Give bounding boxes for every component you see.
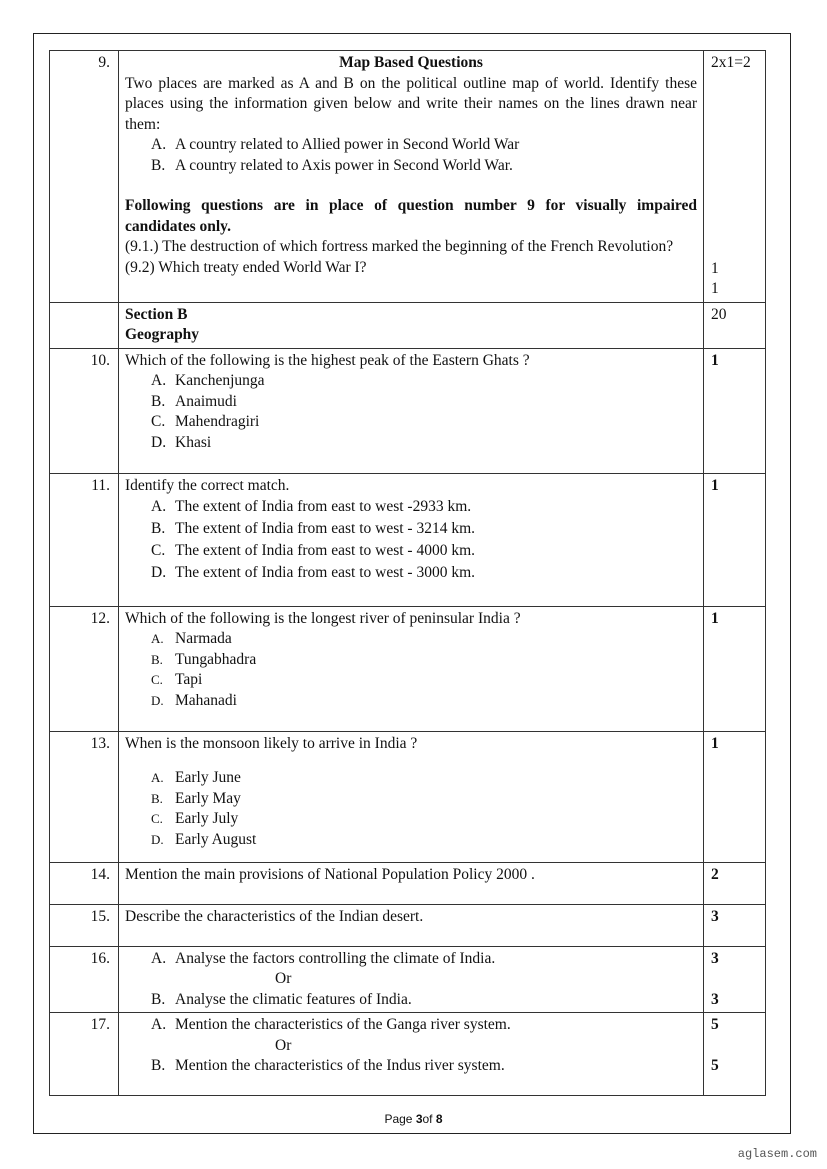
- vi-q1-marks: 1: [711, 259, 719, 277]
- option-c: C. The extent of India from east to west - 4000 km.: [151, 542, 476, 559]
- marks: 2: [704, 862, 766, 904]
- or-separator: Or: [275, 970, 292, 987]
- total-pages: 8: [435, 1112, 443, 1126]
- option-d: D. Khasi: [151, 433, 212, 451]
- marks: 1: [704, 731, 766, 862]
- section-title: Section B: [125, 305, 188, 323]
- option-d: D. The extent of India from east to west - 3000 km.: [151, 564, 476, 581]
- vi-question-2: (9.2) Which treaty ended World War I?: [125, 258, 367, 276]
- section-header-row: [50, 302, 766, 348]
- question-text: Identify the correct match.: [125, 476, 290, 494]
- option-c: C. Early July: [151, 810, 239, 827]
- option-a: A. Early June: [151, 769, 241, 786]
- option-d: D. Early August: [151, 830, 257, 848]
- option-a: A. Mention the characteristics of the Ganga river system.: [151, 1016, 511, 1033]
- question-number: 9.: [50, 51, 119, 303]
- option-a-marks: 3: [711, 949, 719, 967]
- marks: 1: [704, 606, 766, 731]
- question-row-14: [50, 862, 766, 904]
- option-c: C. Tapi: [151, 671, 203, 688]
- question-text: Describe the characteristics of the Indian desert.: [119, 904, 704, 946]
- option-b: B. The extent of India from east to west - 3214 km.: [151, 520, 476, 537]
- option-a: A. Narmada: [151, 630, 232, 647]
- option-b: B. Analyse the climatic features of India.: [151, 990, 412, 1008]
- question-text: Which of the following is the longest river of peninsular India ?: [125, 609, 521, 627]
- question-number: 17.: [50, 1013, 119, 1096]
- current-page: 3: [415, 1112, 423, 1126]
- question-number: 10.: [50, 348, 119, 473]
- marks: 1: [704, 348, 766, 473]
- option-a: A. The extent of India from east to west -2933 km.: [151, 498, 472, 515]
- marks: 1: [704, 473, 766, 606]
- map-questions-heading: Map Based Questions: [339, 54, 483, 71]
- question-table: [49, 50, 766, 1096]
- section-subtitle: Geography: [125, 326, 200, 343]
- question-row-12: [50, 606, 766, 731]
- question-row-11: [50, 473, 766, 606]
- question-row-13: [50, 731, 766, 862]
- question-row-9: [50, 51, 766, 303]
- question-number: 11.: [50, 473, 119, 606]
- question-number: 14.: [50, 862, 119, 904]
- or-separator: Or: [275, 1036, 292, 1054]
- option-a: A. A country related to Allied power in Second World War: [151, 136, 520, 153]
- option-b: B. A country related to Axis power in Second World War.: [151, 156, 513, 174]
- question-text: Which of the following is the highest peak of the Eastern Ghats ?: [125, 351, 530, 369]
- vi-question-1: (9.1.) The destruction of which fortress marked the beginning of the French Revolution?: [125, 238, 674, 255]
- vi-q2-marks: 1: [711, 280, 719, 297]
- question-number: 13.: [50, 731, 119, 862]
- question-row-15: [50, 904, 766, 946]
- option-b-marks: 3: [711, 990, 719, 1008]
- section-marks: 20: [704, 302, 766, 348]
- question-text: Mention the main provisions of National Population Policy 2000 .: [119, 862, 704, 904]
- option-a: A. Kanchenjunga: [151, 372, 265, 389]
- question-number: 15.: [50, 904, 119, 946]
- option-b: B. Anaimudi: [151, 392, 237, 410]
- question-row-17: [50, 1013, 766, 1096]
- question-number: 16.: [50, 946, 119, 1013]
- option-a: A. Analyse the factors controlling the climate of India.: [151, 949, 496, 967]
- watermark: aglasem.com: [737, 1147, 817, 1161]
- option-b: B. Early May: [151, 789, 241, 807]
- visually-impaired-note: Following questions are in place of question number 9 for visually impaired candidates only.: [125, 197, 697, 235]
- question-row-16: [50, 946, 766, 1013]
- question-number: 12.: [50, 606, 119, 731]
- question-text: When is the monsoon likely to arrive in India ?: [125, 734, 418, 752]
- option-b: B. Mention the characteristics of the Indus river system.: [151, 1057, 505, 1074]
- option-c: C. Mahendragiri: [151, 413, 260, 430]
- page-footer: Page 3of 8: [384, 1112, 443, 1126]
- marks: 3: [704, 904, 766, 946]
- option-d: D. Mahanadi: [151, 691, 237, 709]
- option-b-marks: 5: [711, 1057, 719, 1074]
- marks: 2x1=2: [711, 54, 751, 71]
- question-text: Two places are marked as A and B on the political outline map of world. Identify these places using the information given below and write their names on the lines drawn near them:: [125, 74, 697, 133]
- option-b: B. Tungabhadra: [151, 650, 257, 668]
- option-a-marks: 5: [711, 1016, 719, 1033]
- question-row-10: [50, 348, 766, 473]
